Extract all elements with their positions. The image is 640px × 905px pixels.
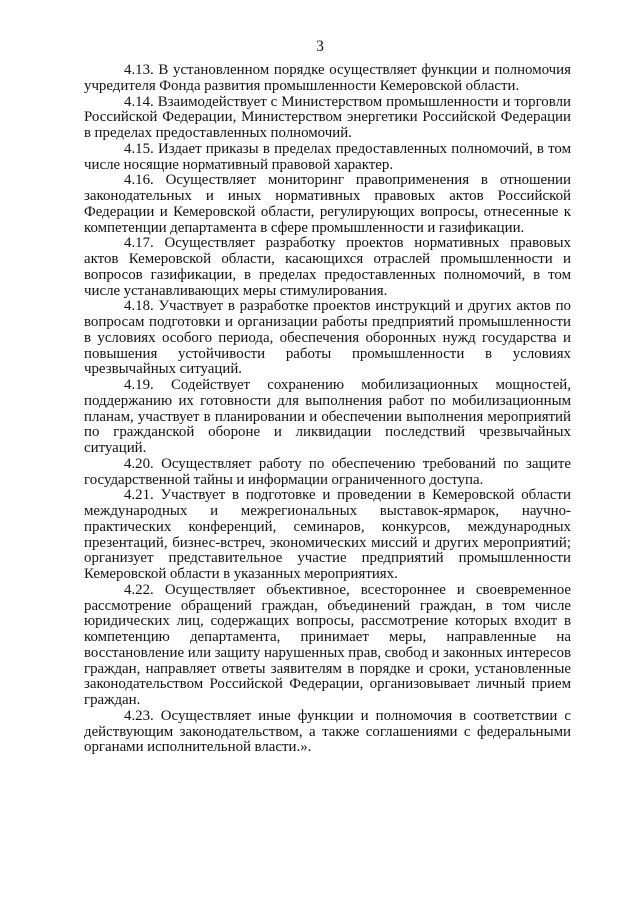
page-number: 3: [316, 38, 324, 55]
paragraph-4-23: 4.23. Осуществляет иные функции и полномочия в соответствии с действующим законодательством, а также соглашениями с федеральными органами исполнительной власти.».: [84, 707, 571, 756]
paragraph-4-20: 4.20. Осуществляет работу по обеспечению требований по защите государственной тайны и информации ограниченного доступа.: [84, 455, 571, 488]
document-body: [84, 63, 571, 756]
paragraph-4-15: 4.15. Издает приказы в пределах предоставленных полномочий, в том числе носящие нормативный правовой характер.: [84, 140, 571, 173]
paragraph-4-16: 4.16. Осуществляет мониторинг правоприменения в отношении законодательных и иных нормативных правовых актов Российской Федерации и Кемеровской области, регулирующих вопросы, отнесенные к компетенции департамента в сфере промышленности и газификации.: [84, 172, 571, 236]
paragraph-4-18: 4.18. Участвует в разработке проектов инструкций и других актов по вопросам подготовки и организации работы предприятий промышленности в условиях особого периода, обеспечения оборонных нужд государства и повышения устойчивости работы промышленности в условиях чрезвычайных ситуаций.: [84, 298, 571, 378]
paragraph-4-19: 4.19. Содействует сохранению мобилизационных мощностей, поддержанию их готовности для выполнения работ по мобилизационным планам, участвует в планировании и обеспечении выполнения мероприятий по гражданской обороне и ликвидации последствий чрезвычайных ситуаций.: [84, 377, 571, 456]
paragraph-4-21: 4.21. Участвует в подготовке и проведении в Кемеровской области международных и межрегиональных выставок-ярмарок, научно-практических конференций, семинаров, конкурсов, международных презентаций, бизнес-встреч, экономических миссий и других мероприятий; организует представительное участие предприятий промышленности Кемеровской области в указанных мероприятиях.: [84, 487, 571, 582]
paragraph-4-13: 4.13. В установленном порядке осуществляет функции и полномочия учредителя Фонда развития промышленности Кемеровской области.: [84, 62, 571, 94]
paragraph-4-17: 4.17. Осуществляет разработку проектов нормативных правовых актов Кемеровской области, касающихся отраслей промышленности и вопросов газификации, в пределах предоставленных полномочий, в том числе устанавливающих меры стимулирования.: [84, 235, 571, 299]
paragraph-4-14: 4.14. Взаимодействует с Министерством промышленности и торговли Российской Федерации, Министерством энергетики Российской Федерации в пределах предоставленных полномочий.: [84, 93, 571, 141]
paragraph-4-22: 4.22. Осуществляет объективное, всестороннее и своевременное рассмотрение обращений граждан, объединений граждан, в том числе юридических лиц, содержащих вопросы, рассмотрение которых входит в компетенцию департамента, принимает меры, направленные на восстановление или защиту нарушенных прав, свобод и законных интересов граждан, направляет ответы заявителям в порядке и сроки, установленные законодательством Российской Федерации, организовывает личный прием граждан.: [84, 581, 571, 708]
